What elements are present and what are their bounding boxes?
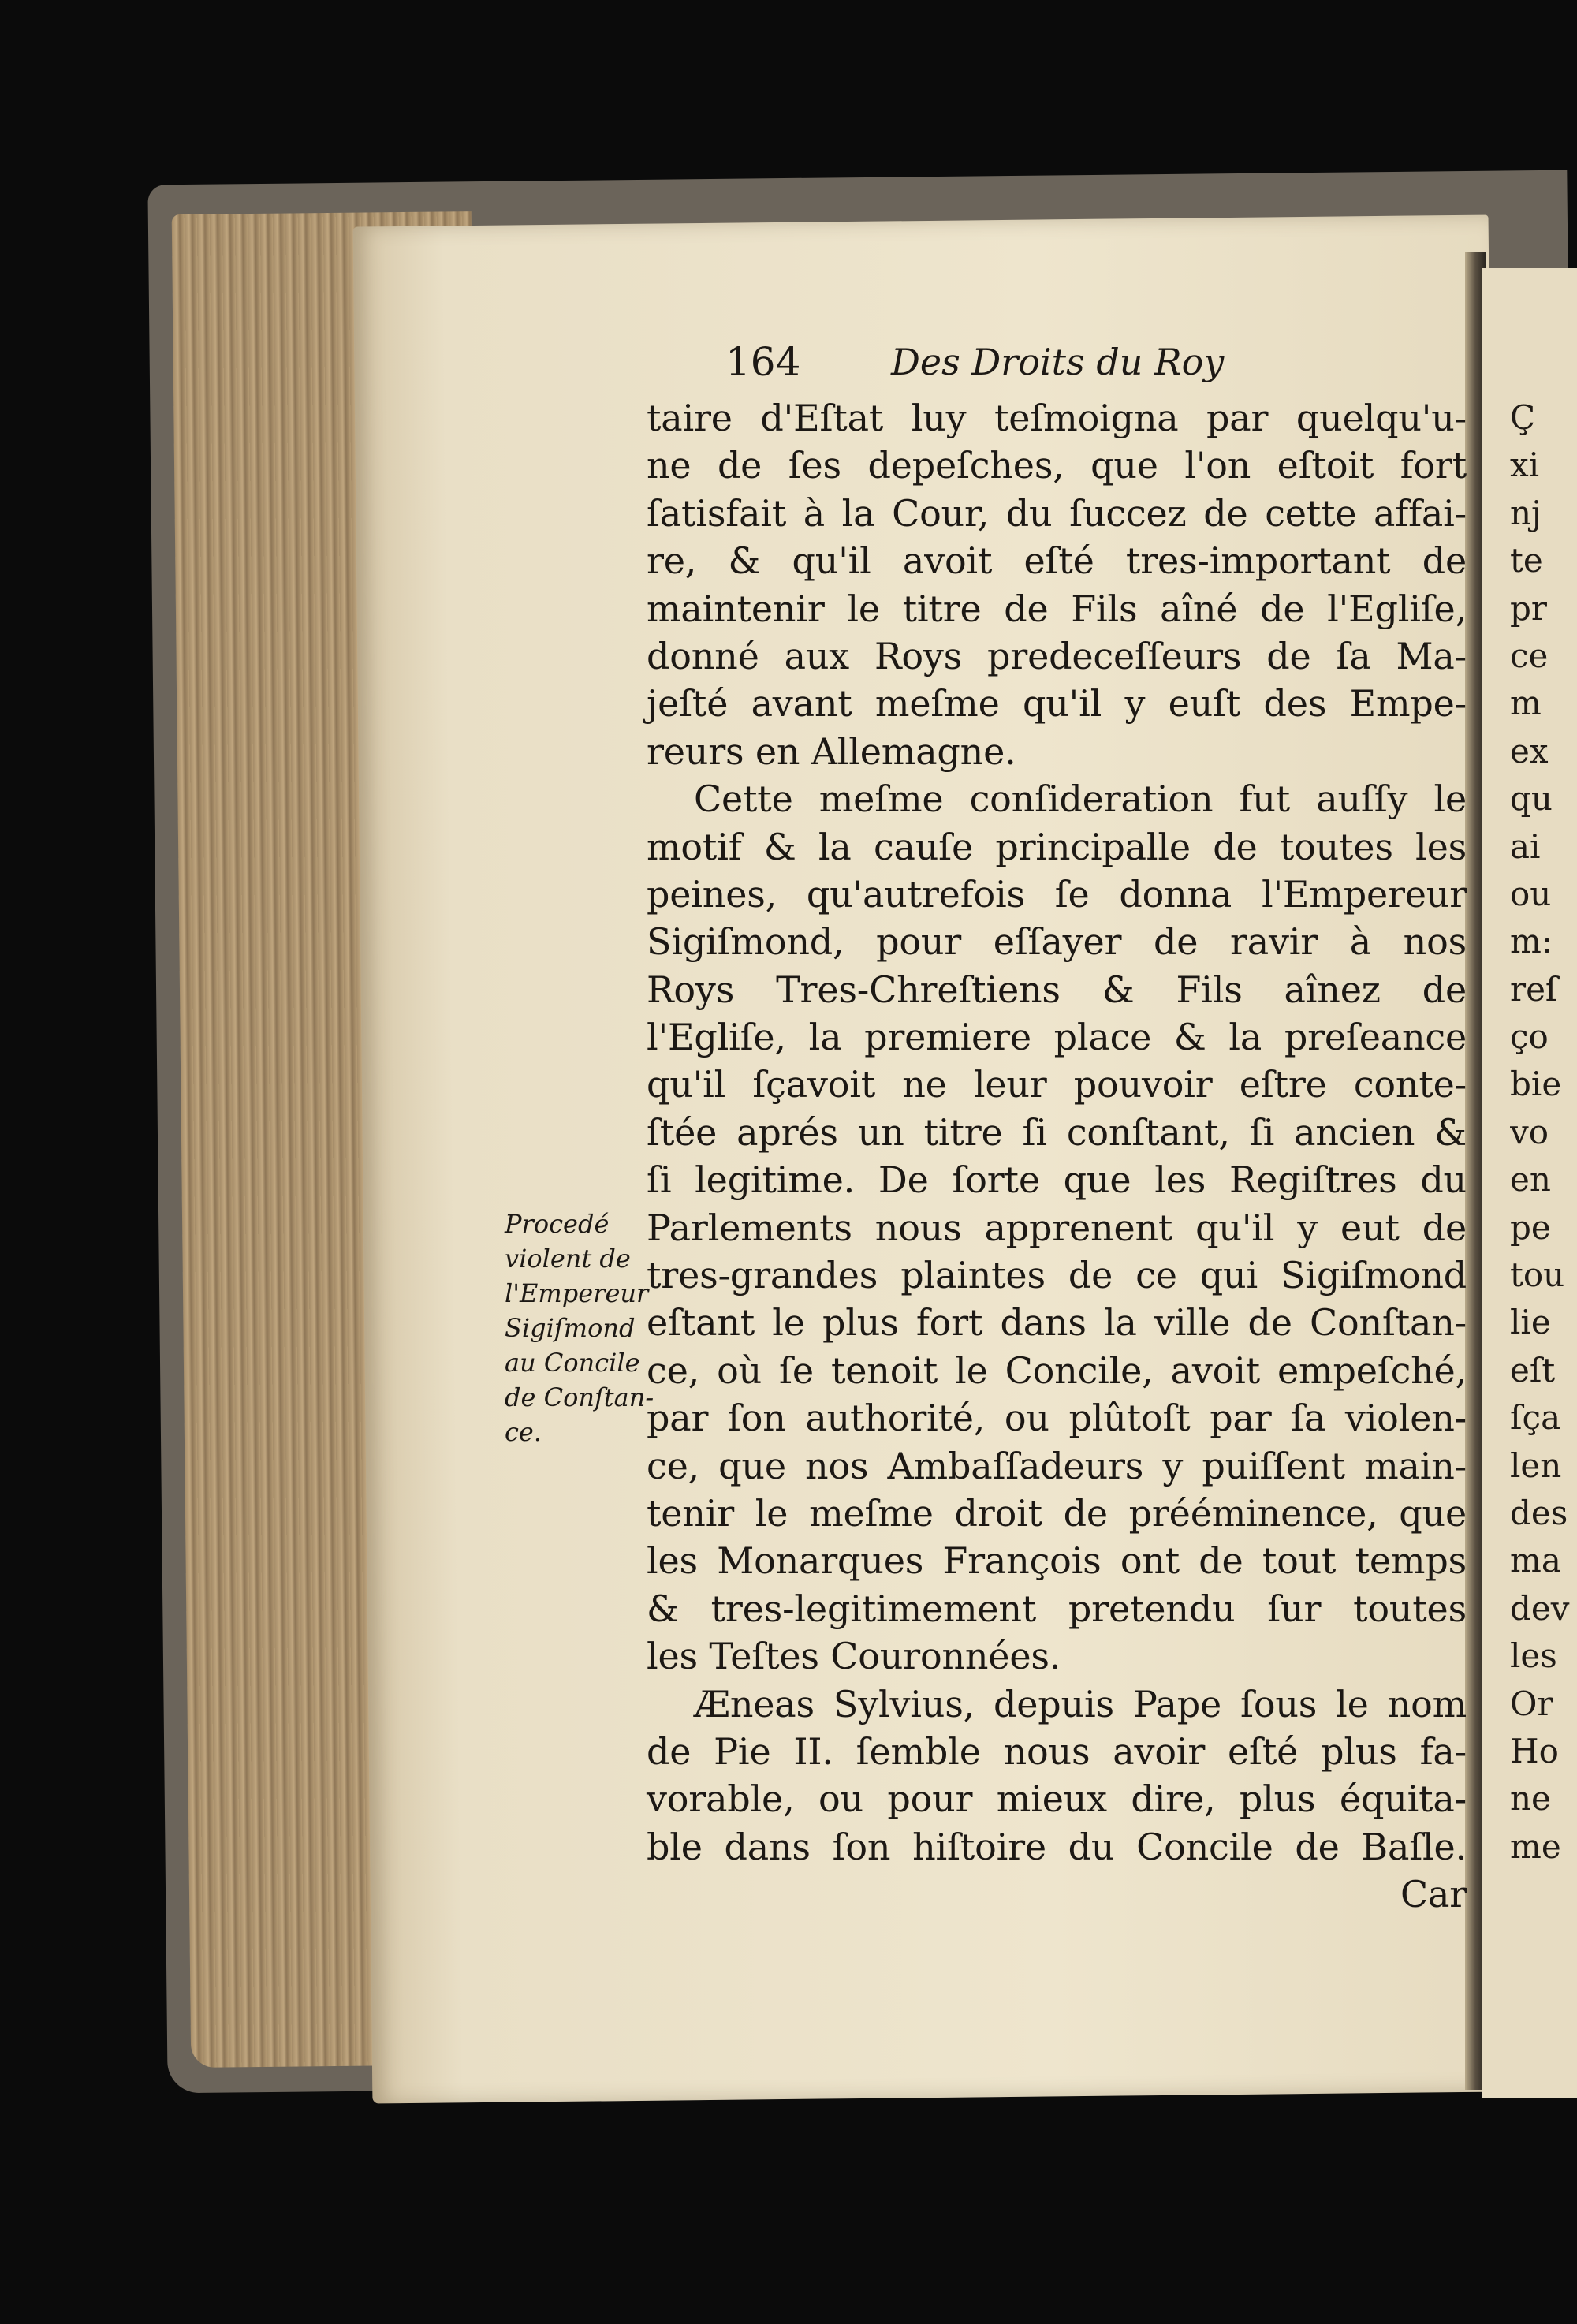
- facing-line: ne: [1510, 1779, 1551, 1819]
- text-line: par ſon authorité, ou plûtoſt par ſa violen-: [647, 1397, 1467, 1440]
- facing-line: eſt: [1510, 1350, 1556, 1390]
- facing-line: en: [1510, 1160, 1551, 1199]
- text-line: jeſté avant meſme qu'il y euſt des Empe-: [647, 682, 1467, 726]
- facing-line: m:: [1510, 922, 1553, 961]
- running-head-title: Des Droits du Roy: [891, 341, 1225, 383]
- text-line: donné aux Roys predeceſſeurs de ſa Ma-: [647, 634, 1467, 677]
- text-line: les Monarques François ont de tout temps: [647, 1539, 1467, 1583]
- facing-line: Ç: [1510, 398, 1536, 437]
- facing-line: bie: [1510, 1065, 1562, 1104]
- text-line: Æneas Sylvius, depuis Pape ſous le nom: [694, 1682, 1467, 1725]
- facing-line: Or: [1510, 1684, 1553, 1723]
- text-line: les Teſtes Couronnées.: [647, 1635, 1061, 1678]
- text-line: eſtant le plus fort dans la ville de Conſtan-: [647, 1301, 1467, 1345]
- facing-line: des: [1510, 1493, 1568, 1532]
- facing-line: ai: [1510, 826, 1541, 866]
- facing-line: nj: [1510, 493, 1542, 532]
- margin-note-line: Procedé: [505, 1209, 610, 1239]
- margin-note-line: de Conſtan-: [505, 1382, 654, 1412]
- text-line: ſatisfait à la Cour, du ſuccez de cette affai-: [647, 491, 1467, 535]
- text-line: Roys Tres-Chreſtiens & Fils aînez de: [647, 968, 1467, 1011]
- facing-line: qu: [1510, 779, 1553, 819]
- text-line: ſtée aprés un titre ſi conſtant, ſi ancien &: [647, 1110, 1467, 1154]
- main-text-block: [647, 394, 1467, 1919]
- text-line: reurs en Allemagne.: [647, 729, 1016, 773]
- facing-page-text: [1510, 394, 1577, 1871]
- facing-line: pe: [1510, 1207, 1551, 1247]
- text-line: Cette meſme conſideration fut auſſy le: [694, 778, 1467, 821]
- text-line: ce, où ſe tenoit le Concile, avoit empeſché,: [647, 1349, 1467, 1392]
- text-line: ſi legitime. De ſorte que les Regiſtres du: [647, 1158, 1467, 1202]
- text-line: vorable, ou pour mieux dire, plus équita-: [647, 1778, 1467, 1821]
- text-line: ce, que nos Ambaſſadeurs y puiſſent main-: [647, 1444, 1467, 1487]
- text-line: maintenir le titre de Fils aîné de l'Egliſe,: [647, 587, 1467, 630]
- facing-line: dev: [1510, 1588, 1570, 1628]
- margin-note-line: violent de: [505, 1244, 631, 1274]
- facing-line: me: [1510, 1826, 1561, 1866]
- facing-line: ce: [1510, 636, 1549, 675]
- facing-line: les: [1510, 1636, 1557, 1676]
- text-line: Sigiſmond, pour eſſayer de ravir à nos: [647, 920, 1467, 964]
- catchword: Car: [1400, 1873, 1467, 1916]
- facing-line: te: [1510, 541, 1543, 580]
- facing-line: tou: [1510, 1255, 1565, 1295]
- text-line: tres-grandes plaintes de ce qui Sigiſmond: [647, 1254, 1467, 1297]
- text-line: peines, qu'autrefois ſe donna l'Empereur: [647, 872, 1467, 916]
- text-line: ble dans ſon hiſtoire du Concile de Baſle.: [647, 1825, 1467, 1868]
- page-number: 164: [725, 339, 801, 385]
- text-line: ne de ſes depeſches, que l'on eſtoit fort: [647, 444, 1467, 487]
- margin-note-line: ce.: [505, 1417, 542, 1447]
- margin-note-line: au Concile: [505, 1348, 640, 1378]
- text-line: & tres-legitimement pretendu ſur toutes: [647, 1587, 1467, 1630]
- facing-line: ex: [1510, 731, 1549, 770]
- facing-line: ou: [1510, 874, 1552, 913]
- text-line: qu'il ſçavoit ne leur pouvoir eſtre conte-: [647, 1063, 1467, 1106]
- text-line: re, & qu'il avoit eſté tres-important de: [647, 539, 1467, 583]
- facing-line: Ho: [1510, 1731, 1559, 1770]
- facing-line: vo: [1510, 1112, 1549, 1151]
- text-line: l'Egliſe, la premiere place & la preſeance: [647, 1016, 1467, 1059]
- margin-note-line: Sigiſmond: [505, 1313, 636, 1343]
- text-line: Parlements nous apprenent qu'il y eut de: [647, 1206, 1467, 1249]
- facing-line: reſ: [1510, 969, 1558, 1009]
- running-head: [725, 339, 1356, 402]
- text-line: motif & la cauſe principalle de toutes les: [647, 825, 1467, 868]
- margin-note-line: l'Empereur: [505, 1278, 649, 1308]
- facing-line: pr: [1510, 588, 1547, 628]
- text-line: tenir le meſme droit de prééminence, que: [647, 1491, 1467, 1535]
- facing-line: ſça: [1510, 1398, 1561, 1438]
- facing-line: len: [1510, 1446, 1562, 1485]
- facing-line: ma: [1510, 1541, 1561, 1580]
- facing-line: xi: [1510, 446, 1540, 485]
- text-line: de Pie II. ſemble nous avoir eſté plus fa-: [647, 1729, 1467, 1773]
- text-line: taire d'Eſtat luy teſmoigna par quelqu'u-: [647, 397, 1467, 439]
- margin-note: [505, 1207, 686, 1449]
- facing-line: m: [1510, 684, 1542, 723]
- facing-line: ço: [1510, 1017, 1549, 1057]
- facing-line: lie: [1510, 1303, 1551, 1342]
